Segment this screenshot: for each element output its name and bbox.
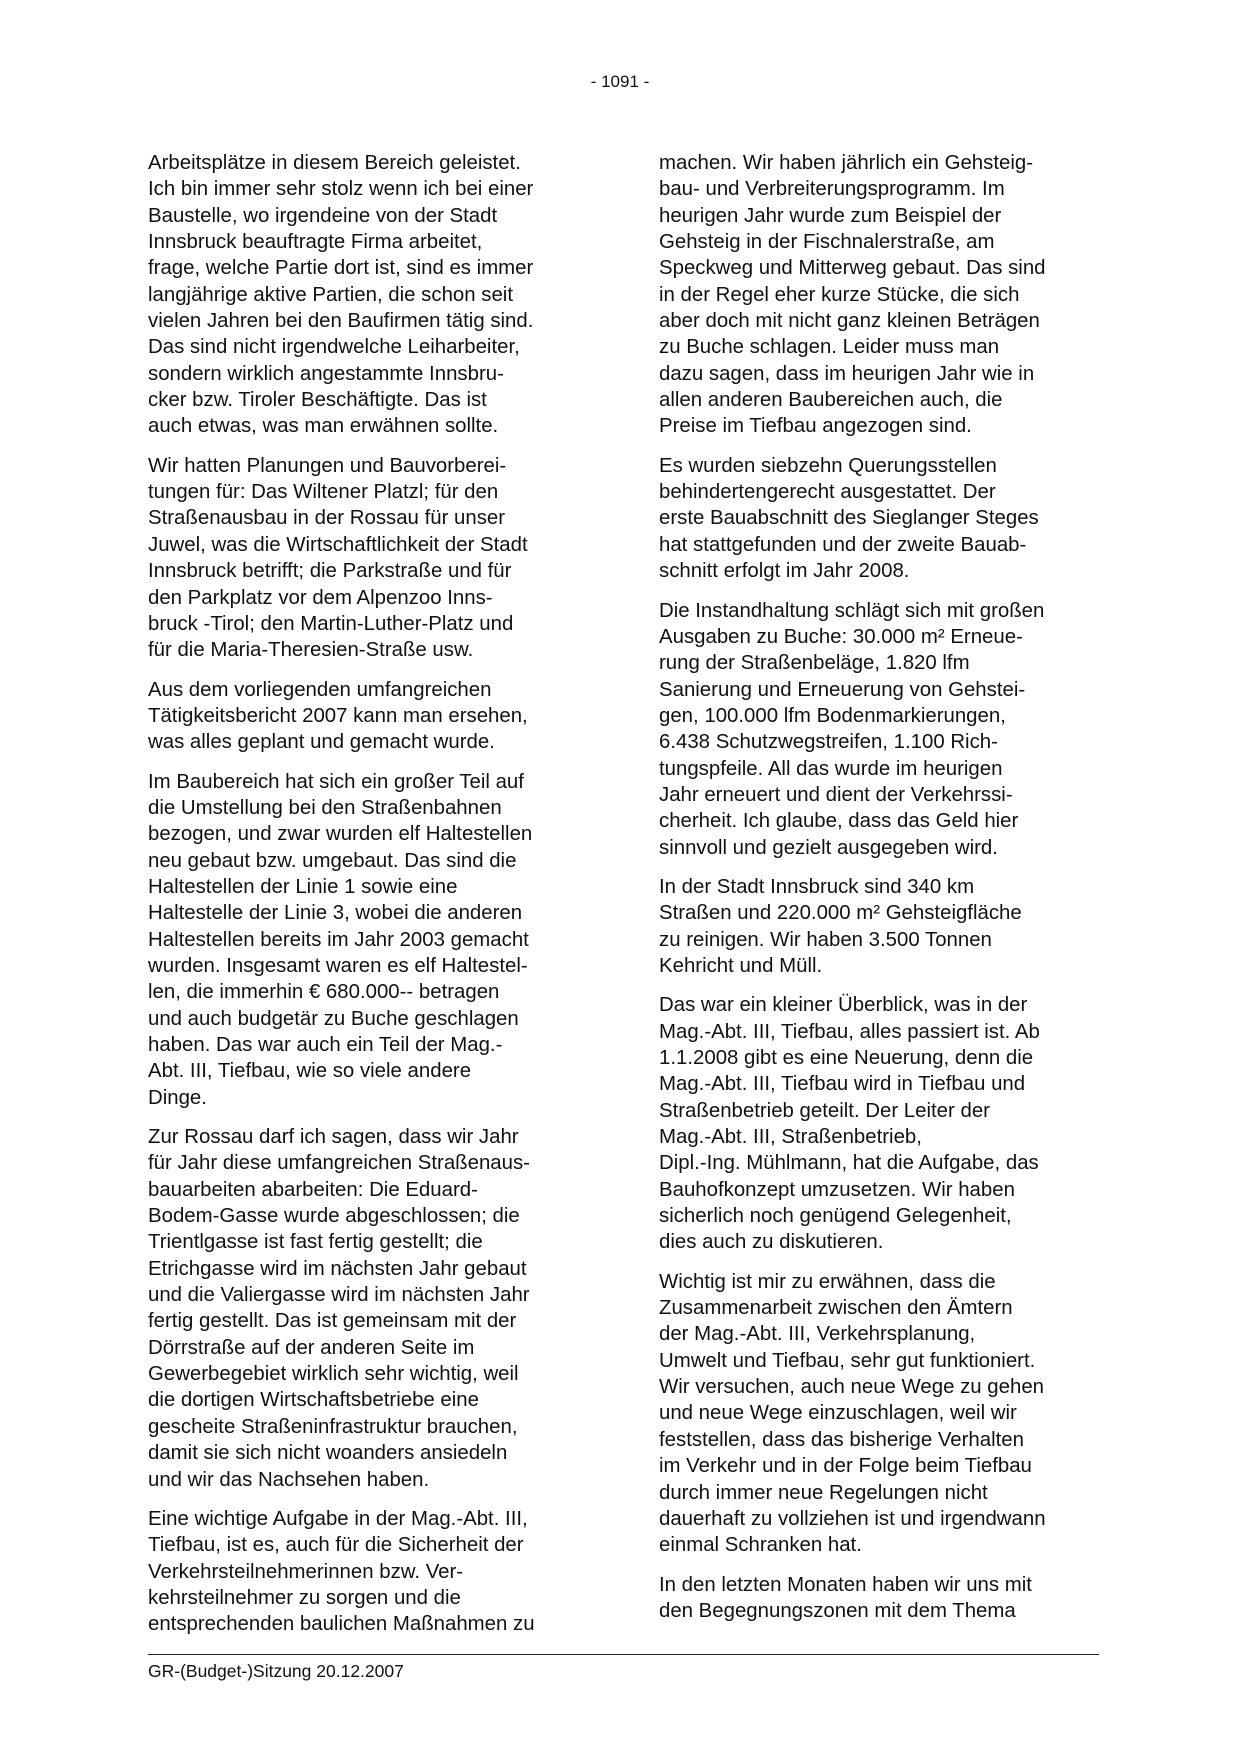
text-line: Bodem-Gasse wurde abgeschlossen; die [148, 1205, 520, 1228]
text-line: Arbeitsplätze in diesem Bereich geleistet. [148, 152, 521, 174]
text-line: kehrsteilnehmer zu sorgen und die [148, 1586, 461, 1609]
paragraph [148, 150, 588, 440]
text-line: Baustelle, wo irgendeine von der Stadt [148, 204, 498, 227]
text-line: len, die immerhin € 680.000-- betragen [148, 981, 500, 1004]
text-line: sondern wirklich angestammte Innsbru- [148, 362, 504, 385]
text-line: schnitt erfolgt im Jahr 2008. [659, 560, 910, 583]
text-line: Verkehrsteilnehmerinnen bzw. Ver- [148, 1560, 464, 1583]
text-line: gen, 100.000 lfm Bodenmarkierungen, [659, 704, 1006, 727]
text-line: langjährige aktive Partien, die schon seit [148, 283, 513, 306]
text-line: Straßenbetrieb geteilt. Der Leiter der [659, 1099, 990, 1122]
text-line: der Mag.-Abt. III, Verkehrsplanung, [659, 1323, 976, 1346]
text-line: Dinge. [148, 1086, 207, 1109]
paragraph [659, 598, 1099, 861]
text-line: Trientlgasse ist fast fertig gestellt; die [148, 1231, 483, 1254]
text-line: den Begegnungszonen mit dem Thema [659, 1599, 1016, 1622]
text-line: in der Regel eher kurze Stücke, die sich [659, 283, 1020, 306]
paragraph [148, 453, 588, 664]
text-line: dauerhaft zu vollziehen ist und irgendwann [659, 1507, 1046, 1530]
text-line: Haltestellen der Linie 1 sowie eine [148, 875, 458, 898]
text-line: Aus dem vorliegenden umfangreichen [148, 678, 492, 701]
text-line: Innsbruck betrifft; die Parkstraße und für [148, 560, 512, 583]
text-line: aber doch mit nicht ganz kleinen Beträgen [659, 310, 1040, 333]
paragraph [659, 874, 1099, 979]
text-line: Tätigkeitsbericht 2007 kann man ersehen, [148, 704, 528, 727]
footer-text: GR-(Budget-)Sitzung 20.12.2007 [148, 1661, 404, 1681]
text-line: bauarbeiten abarbeiten: Die Eduard- [148, 1178, 478, 1201]
text-line: Im Baubereich hat sich ein großer Teil auf [148, 770, 524, 793]
paragraph [659, 992, 1099, 1255]
text-line: fertig gestellt. Das ist gemeinsam mit der [148, 1310, 517, 1333]
text-line: zu Buche schlagen. Leider muss man [659, 336, 1000, 359]
paragraph [148, 1124, 588, 1493]
text-line: durch immer neue Regelungen nicht [659, 1481, 988, 1504]
text-line: dazu sagen, dass im heurigen Jahr wie in [659, 362, 1035, 385]
text-line: einmal Schranken hat. [659, 1534, 862, 1557]
text-line: Sanierung und Erneuerung von Gehstei- [659, 678, 1026, 701]
text-line: Das sind nicht irgendwelche Leiharbeiter, [148, 336, 520, 359]
paragraph [659, 150, 1099, 440]
text-line: Straßenausbau in der Rossau für unser [148, 507, 506, 530]
text-line: haben. Das war auch ein Teil der Mag.- [148, 1034, 503, 1056]
text-line: rung der Straßenbeläge, 1.820 lfm [659, 652, 970, 675]
text-line: heurigen Jahr wurde zum Beispiel der [659, 204, 1002, 227]
text-line: auch etwas, was man erwähnen sollte. [148, 415, 499, 438]
footer-rule [148, 1654, 1099, 1655]
text-line: tungspfeile. All das wurde im heurigen [659, 757, 1003, 780]
text-line: sicherlich noch genügend Gelegenheit, [659, 1205, 1012, 1228]
text-line: hat stattgefunden und der zweite Bauab- [659, 533, 1027, 556]
text-line: Preise im Tiefbau angezogen sind. [659, 415, 972, 438]
text-line: gescheite Straßeninfrastruktur brauchen, [148, 1415, 518, 1438]
text-line: Wichtig ist mir zu erwähnen, dass die [659, 1270, 996, 1293]
text-line: Speckweg und Mitterweg gebaut. Das sind [659, 257, 1046, 280]
text-line: Gehsteig in der Fischnalerstraße, am [659, 231, 995, 254]
text-line: Etrichgasse wird im nächsten Jahr gebaut [148, 1257, 527, 1280]
text-line: Zur Rossau darf ich sagen, dass wir Jahr [148, 1126, 519, 1149]
paragraph [148, 1506, 588, 1638]
text-line: Mag.-Abt. III, Straßenbetrieb, [659, 1126, 922, 1149]
text-line: Kehricht und Müll. [659, 954, 823, 977]
text-line: behindertengerecht ausgestattet. Der [659, 481, 996, 504]
text-line: Die Instandhaltung schlägt sich mit großen [659, 599, 1045, 622]
text-line: allen anderen Baubereichen auch, die [659, 389, 1003, 412]
text-line: und wir das Nachsehen haben. [148, 1468, 430, 1491]
text-line: frage, welche Partie dort ist, sind es immer [148, 257, 534, 280]
text-line: und auch budgetär zu Buche geschlagen [148, 1007, 519, 1030]
text-line: Gewerbegebiet wirklich sehr wichtig, weil [148, 1363, 519, 1386]
text-line: tungen für: Das Wiltener Platzl; für den [148, 481, 499, 504]
paragraph [148, 677, 588, 756]
text-line: zu reinigen. Wir haben 3.500 Tonnen [659, 928, 992, 951]
text-line: Tiefbau, ist es, auch für die Sicherheit der [148, 1534, 524, 1557]
text-line: entsprechenden baulichen Maßnahmen zu [148, 1613, 535, 1636]
paragraph [148, 769, 588, 1111]
text-line: für die Maria-Theresien-Straße usw. [148, 639, 474, 662]
text-line: Ich bin immer sehr stolz wenn ich bei einer [148, 178, 534, 201]
text-line: und neue Wege einzuschlagen, weil wir [659, 1402, 1017, 1425]
text-line: Jahr erneuert und dient der Verkehrssi- [659, 783, 1013, 806]
text-line: Umwelt und Tiefbau, sehr gut funktioniert. [659, 1349, 1036, 1372]
text-line: neu gebaut bzw. umgebaut. Das sind die [148, 849, 517, 872]
page-number: - 1091 - [590, 72, 650, 91]
text-line: feststellen, dass das bisherige Verhalten [659, 1428, 1024, 1451]
text-line: im Verkehr und in der Folge beim Tiefbau [659, 1455, 1032, 1478]
text-line: vielen Jahren bei den Baufirmen tätig sind. [148, 310, 534, 333]
text-line: sinnvoll und gezielt ausgegeben wird. [659, 836, 998, 859]
text-line: Bauhofkonzept umzusetzen. Wir haben [659, 1178, 1015, 1201]
text-line: Juwel, was die Wirtschaftlichkeit der Stadt [148, 533, 528, 556]
text-line: Es wurden siebzehn Querungsstellen [659, 454, 997, 477]
text-line: Dörrstraße auf der anderen Seite im [148, 1336, 475, 1359]
text-line: bruck -Tirol; den Martin-Luther-Platz und [148, 612, 514, 635]
text-line: Zusammenarbeit zwischen den Ämtern [659, 1297, 1013, 1320]
text-line: Mag.-Abt. III, Tiefbau wird in Tiefbau und [659, 1073, 1026, 1096]
text-line: wurden. Insgesamt waren es elf Haltestel- [148, 954, 528, 977]
text-line: In den letzten Monaten haben wir uns mit [659, 1573, 1032, 1596]
text-line: machen. Wir haben jährlich ein Gehsteig- [659, 152, 1034, 174]
text-line: In der Stadt Innsbruck sind 340 km [659, 875, 975, 898]
text-line: Haltestellen bereits im Jahr 2003 gemacht [148, 928, 529, 951]
text-line: für Jahr diese umfangreichen Straßenaus- [148, 1152, 530, 1175]
text-line: Mag.-Abt. III, Tiefbau, alles passiert ist. Ab [659, 1020, 1040, 1043]
left-column [148, 150, 588, 1638]
text-line: die Umstellung bei den Straßenbahnen [148, 796, 502, 819]
text-line: und die Valiergasse wird im nächsten Jahr [148, 1284, 530, 1307]
text-line: Wir versuchen, auch neue Wege zu gehen [659, 1376, 1045, 1399]
text-line: bezogen, und zwar wurden elf Haltestellen [148, 823, 533, 846]
paragraph [659, 1572, 1099, 1625]
text-line: Abt. III, Tiefbau, wie so viele andere [148, 1060, 472, 1083]
text-line: Eine wichtige Aufgabe in der Mag.-Abt. III, [148, 1507, 528, 1530]
text-line: Straßen und 220.000 m² Gehsteigfläche [659, 902, 1022, 925]
right-column [659, 150, 1099, 1624]
paragraph [659, 1269, 1099, 1559]
text-line: den Parkplatz vor dem Alpenzoo Inns- [148, 586, 493, 609]
text-line: damit sie sich nicht woanders ansiedeln [148, 1442, 508, 1465]
text-line: Wir hatten Planungen und Bauvorberei- [148, 454, 507, 477]
text-line: die dortigen Wirtschaftsbetriebe eine [148, 1389, 479, 1412]
text-line: Haltestelle der Linie 3, wobei die anderen [148, 902, 523, 925]
text-line: cherheit. Ich glaube, dass das Geld hier [659, 810, 1019, 833]
text-line: Innsbruck beauftragte Firma arbeitet, [148, 231, 483, 254]
text-line: 6.438 Schutzwegstreifen, 1.100 Rich- [659, 731, 998, 754]
text-line: Dipl.-Ing. Mühlmann, hat die Aufgabe, das [659, 1152, 1039, 1175]
text-line: was alles geplant und gemacht wurde. [148, 731, 495, 754]
paragraph [659, 453, 1099, 585]
text-line: 1.1.2008 gibt es eine Neuerung, denn die [659, 1047, 1034, 1069]
text-line: dies auch zu diskutieren. [659, 1231, 884, 1254]
text-line: bau- und Verbreiterungsprogramm. Im [659, 178, 1005, 201]
text-line: erste Bauabschnitt des Sieglanger Steges [659, 507, 1039, 530]
text-line: Ausgaben zu Buche: 30.000 m² Erneue- [659, 625, 1023, 648]
text-line: Das war ein kleiner Überblick, was in der [659, 994, 1028, 1017]
text-line: cker bzw. Tiroler Beschäftigte. Das ist [148, 389, 487, 412]
